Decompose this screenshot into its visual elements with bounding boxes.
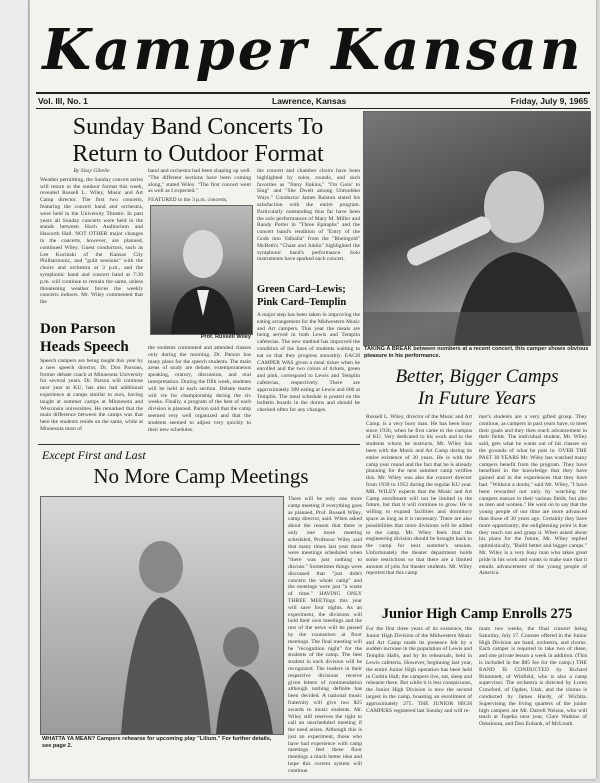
band-concerts-col3 bbox=[257, 168, 360, 275]
dateline-date: Friday, July 9, 1965 bbox=[510, 96, 588, 106]
section-rule bbox=[38, 444, 360, 445]
camp-meetings-text: There will be only one more camp meeting if everything goes as planned, Prof. Russell Wiley, camp director, said. When asked about the reason that there is only one more meeting scheduled, Professor Wiley said that many times last year there were meetings scheduled when "there was just nothing to discuss." Sometimes things were discussed that "just didn't concern the whole camp" and the meetings were just "a waste of time." HAVING ONLY THREE MEETings this year will save four nights. As an experiment, the divisions will hold their own meetings and the rest of the news will be passed by the counselors at floor meetings. The final meeting will be "recognition night" for the students of the camp. The best student in each division will be recognized. The leaders in their respective divisions receive given letters of commendation although nothing definite has been decided. A national music fraternity will give two $25 awards to music students. Mr. Wiley still reserves the right to call an unscheduled meeting if the need arises. Although this is just an experiment, those who have had experience with camp meetings feel these floor meetings a much better idea and hope this current system will continue. bbox=[288, 496, 362, 774]
band-concerts-text2: band and orchestra had been shaping up well. "The different sections have been coming along," stated Wiley. "The first concert went as well as I expected." bbox=[148, 168, 251, 195]
meal-cards-text: A major step has been taken in improving the eating arrangement for the Midwestern Music and Art campers. This year the meals are being served in both Lewis and Templin cafeterias. The new method has improved the condition of the lines of students waiting to eat so that they progress smoothly. EACH CAMPER WAS given a meal ticket when he enrolled and the two colors of tickets, green and pink, correspond to Lewis and Templin cafeterias, respectively. There are approximately 300 eating at Lewis and 600 at Templin. The meal schedule is posted on the bulletin boards in the dorms and should be checked often for any changes. bbox=[257, 312, 360, 414]
speech-headline bbox=[40, 320, 144, 356]
dateline-bar bbox=[36, 92, 590, 109]
speech-headline-line2: Heads Speech bbox=[40, 339, 129, 355]
previous-page-edge bbox=[0, 0, 29, 783]
band-concerts-byline: By Sissy Gibelie bbox=[73, 168, 110, 174]
band-concerts-col2 bbox=[148, 168, 251, 204]
junior-high-col2 bbox=[479, 626, 587, 777]
bigger-camps-headline-line1: Better, Bigger Camps bbox=[395, 366, 559, 387]
camp-meetings-headline: No More Camp Meetings bbox=[93, 464, 309, 488]
bigger-camps-text2: mer's students are a very gifted group. They continue, as campers in past years have, to meet their goals and they then reach advancement in their fields. The individual student, Mr. Wiley said, gets what he wants out of his classes on the grounds of what he puts in. OVER THE PAST 30 YEARS Mr. Wiley has watched many campers benefit from the program. They have benefited in the knowledge that they have gained and in the experiences that they have had. "Without a doubt," said Mr. Wiley, "I have been rewarded not only by watching the campers mature in their various fields, but also as men and women." He went on to say that the young people of our time are more advanced than those of 30 years ago. Certainly they have more opportunity; the enlightening point is that they reach out and grasp it. When asked about his plans for the future, Mr. Wiley replied optimistically, "Build better and bigger camps." Mr. Wiley is a very busy man who takes great pride in his work and wants to make sure that it entails advancement of the young people of America. bbox=[479, 414, 587, 577]
lilium-caption: WHATTA YA MEAN? Campers rehearse for upcoming play "Lilium." For further details, see page 2. bbox=[42, 736, 272, 749]
meal-cards-body bbox=[257, 312, 360, 440]
newspaper-page bbox=[30, 0, 596, 779]
concert-camper-photo bbox=[363, 111, 591, 346]
masthead-title: Kamper Kansan bbox=[42, 17, 584, 83]
meal-cards-headline bbox=[257, 283, 363, 309]
band-concerts-headline-line1: Sunday Band Concerts To bbox=[72, 114, 324, 140]
speech-col1 bbox=[40, 358, 143, 440]
camp-meetings-kicker: Except First and Last bbox=[42, 448, 146, 462]
wiley-photo-caption: Prof. Russell Wiley bbox=[200, 334, 251, 340]
camper-with-instrument-image bbox=[364, 112, 590, 345]
junior-high-text1: For the first three years of its existence, the Junior High Division of the Midwestern Music and Art Camp made its presence felt by a sudden increase in the population of Lewis and Templin Halls, and by its rehearsals, held in Lewis cafeteria. However, beginning last year, the entire Junior High operation has been held in Corbin Hall; the campers live, eat, sleep and rehearse there. But while it is less conspicuous, the Junior High Division is now the second largest in the camp, boasting an enrollment of approximately 275. THE JUNIOR HIGH CAMPERS registered last Sunday and will re- bbox=[366, 626, 472, 714]
speech-text2: the students commuted and attended classes only during the morning. Dr. Parson has many plans for the speech students. The main areas of study are debate, extemporaneous speaking, oratory, discussion, and oral interpretation. During the fifth week, students will be held in each section. Debate teams will vie for championship during the six weeks. Finally, a program of the best of each division is planned. Parson said that the camp seemed very well organized and that the students seemed to adjust very quickly to their new schedules. bbox=[148, 345, 251, 433]
junior-high-text2: main two weeks, the final concert being Saturday, July 17. Courses offered in the Junior High Division are band, orchestra, and chorus. Each camper is required to take two of these, and one private lesson a week in addition. (This is included in the $85 fee for the camp.) THE BAND IS CONDUCTED by Richard Brummett, of Winfield, who is also a camp supervisor. The orchestra is directed by Loren Crawford, of Ogden, Utah, and the chorus is conducted by James Hardy, of Wichita. Supervising the living quarters of the junior high campers are Mr. Darrell Nelson, who will teach at Topeka next year, Clare Watkins of Oskaloosa, and Don Eubank, of McLouth. bbox=[479, 626, 587, 728]
band-concerts-headline bbox=[38, 114, 358, 168]
speech-headline-line1: Don Parson bbox=[40, 321, 116, 337]
portrait-silhouette bbox=[151, 206, 252, 334]
lilium-rehearsal-photo bbox=[40, 496, 284, 735]
band-concerts-col1 bbox=[40, 168, 143, 315]
rehearsal-scene-image bbox=[41, 497, 283, 734]
bigger-camps-col1 bbox=[366, 414, 472, 600]
meal-cards-headline-line1: Green Card–Lewis; bbox=[257, 284, 346, 295]
junior-high-headline: Junior High Camp Enrolls 275 bbox=[381, 606, 573, 622]
bigger-camps-text1: Russell L. Wiley, director of the Music and Art Camp, is a very busy man. He has been busy since 1936, when he first came to the campus of KU. Very dedicated to his work and to the students whom he instructs, Mr. Wiley has been with the Music and Art Camp during its entire existence of 30 years. He is with the camp year round and the fact that he is already planning for the next summer camp verifies this. Mr. Wiley was also the concert director from 1939 to 1952 during the regular KU year. MR. WILEY expects that the Music and Art Camp enrollment will not be limited in the future, but that it will continue to grow. He is willing to expand facilities and dormitory space as long as it is necessary. There are also possibilities that more divisions will be added to the camp. Mr. Wiley feels that the engineering division should be brought back to the camp for next summer's session. Unfortunately the theater department holds some restrictions so that there are a limited amount of jobs for theater students. Mr. Wiley reported that this camp bbox=[366, 414, 472, 577]
band-concerts-featured: FEATURED in the 3 p.m. concerts, bbox=[148, 197, 228, 204]
speech-text1: Speech campers are being taught this year by a new speech director, Dr. Don Parsons, former debate coach at Minnesota University for several years. Dr. Parson will continue next year at KU, has also had additional experience at camps similar to ours, having taught at summer camps at Minnesota and Wisconsin universities. He remarked that the main difference between the camps was that here the students reside on the same, while at Minnesota most of bbox=[40, 358, 143, 432]
dateline-place: Lawrence, Kansas bbox=[272, 96, 347, 106]
volume-number: Vol. III, No. 1 bbox=[38, 96, 88, 106]
band-concerts-text1: Weather permitting, the Sunday concert series will return to the outdoor format this week, revealed Russell L. Wiley, Music and Art Camp director. The first two concerts, featuring the concert band and orchestra, were held in the University Theatre. In past years all Sunday concerts were held in the stands between Hoch Auditorium and Haworth Hall. NOT OTHER major changes in the concerts, however, are planned, continued Wiley. Guest conductors, such as Lee Kucinski of the Kansas City Philharmonic, and "gulit sessions" with the choirs and orchestra at 3 p.m., and the symphonic band and concert band at 7:30 p.m. will continue to remain the same, unless threatening weather forces the weekly concerts indoors. Mr. Wiley commented that the bbox=[40, 176, 143, 306]
bigger-camps-headline bbox=[364, 366, 590, 410]
meal-cards-headline-line2: Pink Card–Templin bbox=[257, 297, 347, 308]
speech-col2 bbox=[148, 345, 251, 440]
bigger-camps-headline-line2: In Future Years bbox=[418, 388, 536, 409]
junior-high-col1 bbox=[366, 626, 472, 777]
bigger-camps-col2 bbox=[479, 414, 587, 600]
camp-meetings-col1 bbox=[288, 496, 362, 777]
wiley-portrait-photo bbox=[150, 205, 253, 335]
concert-photo-caption: TAKING A BREAK between numbers at a recent concert, this camper shows obvious pleasure in his performance. bbox=[364, 346, 589, 359]
band-concerts-headline-line2: Return to Outdoor Format bbox=[72, 141, 324, 167]
band-concerts-text3: the concert and chamber choirs have been highlighted by solos, rounds, and such favorites as "Jinny Jinkins," "I'm Goin' to Sing" and "She Dwelt among Untrodden Ways." Conductor James Ralston stated his satisfaction with the entire program. Particularly outstanding thus far have been the solo performances of Mary M. Miller and Randy Porter in "Three Epitaphs" and the concert band's rendition of "Entry of the Gods into Valhalla" from the "Rheingold" McBeth's "Chant and Jubilo" highlighted the symphonic band's performance. Solo instruments have sparked each concert. bbox=[257, 168, 360, 263]
